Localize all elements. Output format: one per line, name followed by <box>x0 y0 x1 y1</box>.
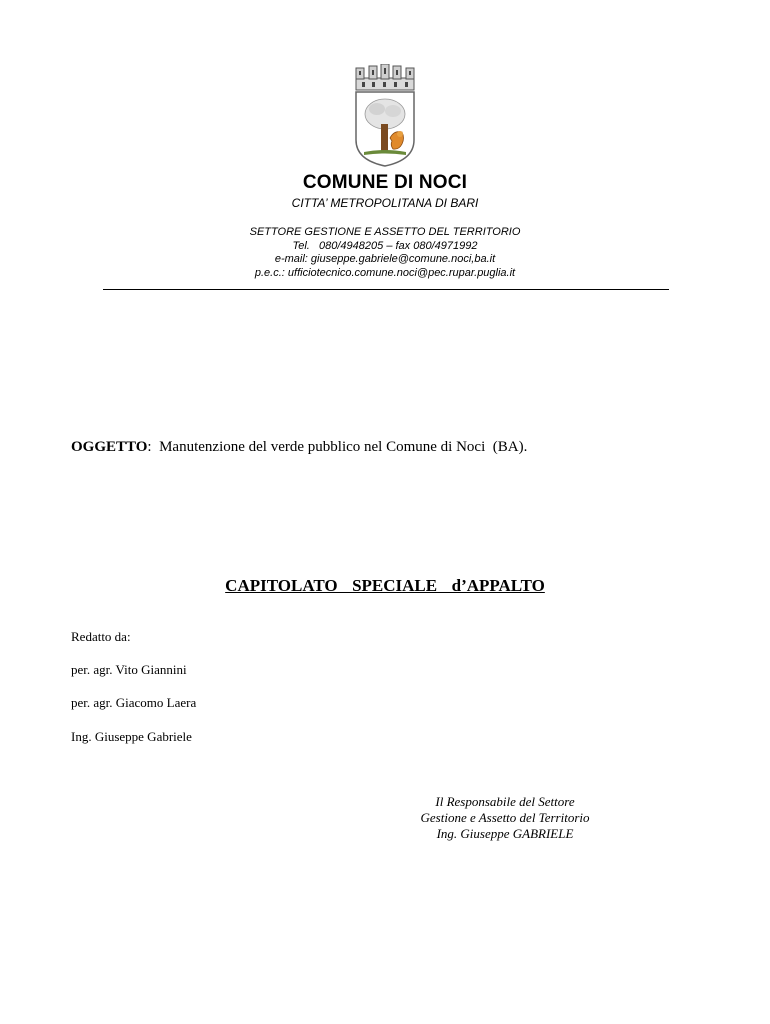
signature-block <box>360 794 650 842</box>
town-name: COMUNE DI NOCI <box>302 172 468 193</box>
document-title: CAPITOLATO SPECIALE d’APPALTO <box>225 576 545 595</box>
metropolitan-city: CITTA’ METROPOLITANA DI BARI <box>291 196 479 210</box>
drafted-by-label: Redatto da: <box>71 629 131 644</box>
department-email: e-mail: giuseppe.gabriele@comune.noci,ba.it <box>274 253 496 265</box>
signature-name: Ing. Giuseppe GABRIELE <box>436 826 574 841</box>
subject-label: OGGETTO <box>71 439 148 455</box>
author-1: per. agr. Vito Giannini <box>71 662 187 677</box>
author-2: per. agr. Giacomo Laera <box>71 695 197 710</box>
signature-role: Il Responsabile del Settore <box>435 794 575 809</box>
subject-text: Manutenzione del verde pubblico nel Comune di Noci (BA). <box>159 439 528 455</box>
author-3: Ing. Giuseppe Gabriele <box>71 729 192 744</box>
subject-colon: : <box>147 439 152 455</box>
department-phone: Tel. 080/4948205 – fax 080/4971992 <box>292 239 478 252</box>
subject-line <box>71 439 527 456</box>
signature-department: Gestione e Assetto del Territorio <box>420 810 590 825</box>
header-divider <box>103 289 669 290</box>
coat-of-arms-icon <box>350 64 420 168</box>
department-pec: p.e.c.: ufficiotecnico.comune.noci@pec.rupar.puglia.it <box>254 266 516 279</box>
department-name: SETTORE GESTIONE E ASSETTO DEL TERRITORIO <box>249 226 521 238</box>
department-block <box>0 226 770 280</box>
document-title-wrap <box>0 576 770 596</box>
